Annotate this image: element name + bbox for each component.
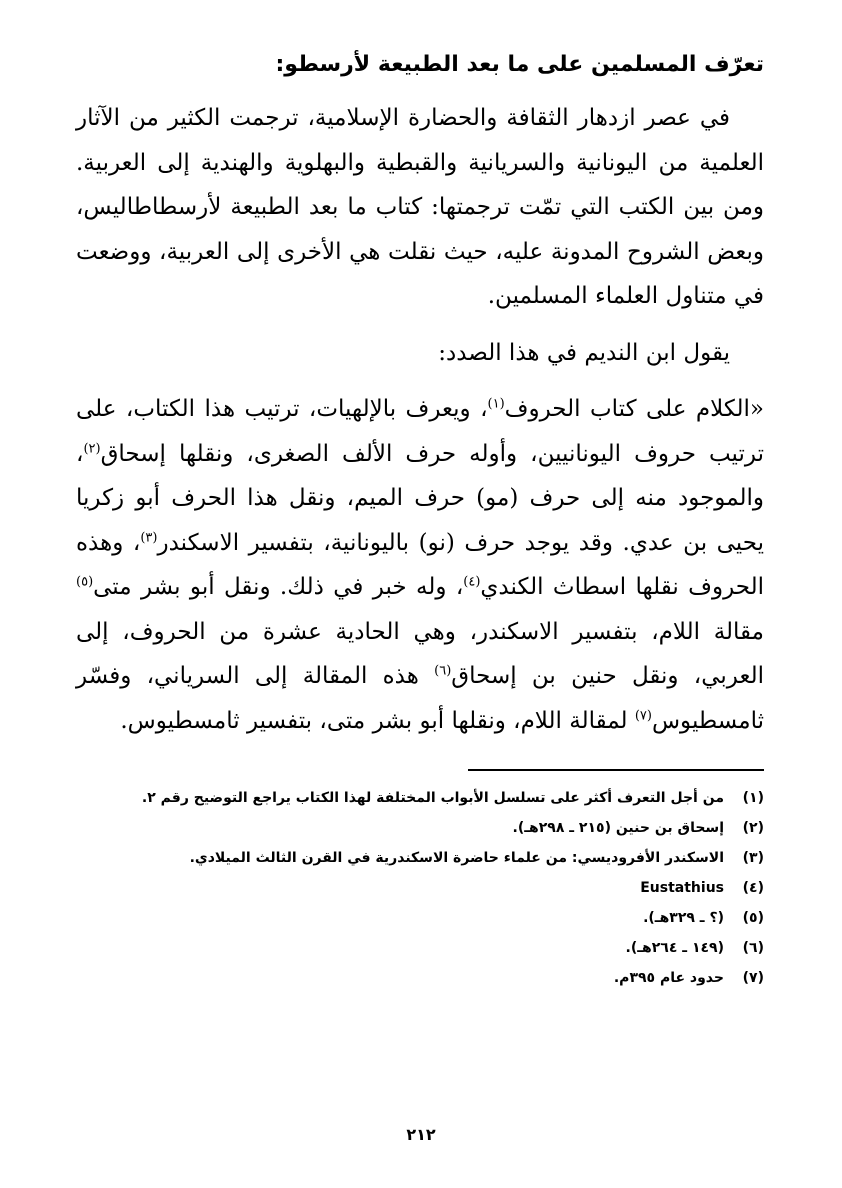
footnote-ref-3[interactable]: (٣)	[140, 529, 158, 545]
footnote-item	[76, 813, 764, 843]
footnote-item	[76, 843, 764, 873]
quote-intro-paragraph: يقول ابن النديم في هذا الصدد:	[438, 339, 730, 366]
footnote-number: (٣)	[742, 850, 764, 866]
footnote-ref-1[interactable]: (١)	[487, 396, 505, 412]
intro-paragraph: في عصر ازدهار الثقافة والحضارة الإسلامية، ترجمت الكثير من الآثار العلمية من اليونانية والسريانية والقبطية والبهلوية والهندية إلى العربية. ومن بين الكتب التي تمّت ترجمتها: كتاب ما بعد الطبيعة لأرسطاطاليس، وبعض الشروح المدونة عليه، حيث نقلت هي الأخرى إلى العربية، ووضعت في متناول العلماء المسلمين.	[76, 105, 764, 309]
quote-text-1: «الكلام على كتاب الحروف	[504, 396, 765, 422]
footnote-text: من أجل التعرف أكثر على تسلسل الأبواب المختلفة لهذا الكتاب يراجع التوضيح رقم ٢.	[141, 790, 724, 806]
footnote-number: (١)	[742, 790, 764, 806]
footnote-item	[76, 873, 764, 903]
quote-text-3: ، والموجود منه إلى حرف (مو) حرف الميم، ونقل هذا الحرف أبو زكريا يحيى بن عدي. وقد يوجد حرف (نو) باليونانية، بتفسير الاسكندر	[76, 440, 764, 556]
footnote-item	[76, 903, 764, 933]
page-number: ٢١٢	[406, 1125, 436, 1144]
quote-text-6: مقالة اللام، بتفسير الاسكندر، وهي الحادية عشرة من الحروف، إلى العربي، ونقل حنين بن إسحاق	[76, 618, 764, 689]
footnote-text: (؟ ـ ٣٢٩هـ).	[643, 910, 724, 926]
quote-text-2: ، ويعرف بالإلهيات، ترتيب هذا الكتاب، على ترتيب حروف اليونانيين، وأوله حرف الألف الصغرى، ونقلها إسحاق	[76, 396, 764, 467]
footnote-ref-2[interactable]: (٢)	[83, 440, 101, 456]
quoted-passage	[76, 387, 764, 743]
footnote-divider	[468, 769, 764, 771]
footnote-item	[76, 933, 764, 963]
footnote-ref-5[interactable]: (٥)	[76, 574, 94, 590]
footnote-number: (٦)	[742, 940, 764, 956]
quote-text-5: ، وله خبر في ذلك. ونقل أبو بشر متى	[93, 574, 464, 600]
footnote-item	[76, 783, 764, 813]
footnotes-list	[76, 783, 764, 993]
footnote-text: الاسكندر الأفروديسي: من علماء حاضرة الاسكندرية في القرن الثالث الميلادي.	[189, 850, 724, 866]
quote-text-8: لمقالة اللام، ونقلها أبو بشر متى، بتفسير ثامسطيوس.	[120, 707, 635, 734]
footnote-text: Eustathius	[640, 880, 724, 896]
footnote-number: (٥)	[742, 910, 764, 926]
footnote-text: حدود عام ٣٩٥م.	[613, 970, 724, 986]
footnote-ref-7[interactable]: (٧)	[634, 707, 652, 723]
footnote-ref-6[interactable]: (٦)	[434, 663, 452, 679]
footnote-text: إسحاق بن حنين (٢١٥ ـ ٢٩٨هـ).	[512, 820, 724, 836]
footnote-number: (٢)	[742, 820, 764, 836]
footnote-text: (١٤٩ ـ ٢٦٤هـ).	[625, 940, 724, 956]
footnote-item	[76, 963, 764, 993]
quote-text-4: ، وهذه الحروف نقلها اسطاث الكندي	[76, 529, 765, 600]
footnote-ref-4[interactable]: (٤)	[463, 574, 481, 590]
quote-text-7: هذه المقالة إلى السرياني، وفسّر ثامسطيوس	[76, 663, 764, 734]
footnote-number: (٤)	[742, 880, 764, 896]
footnote-number: (٧)	[742, 970, 764, 986]
book-page	[76, 48, 764, 1158]
section-heading: تعرّف المسلمين على ما بعد الطبيعة لأرسطو:	[275, 52, 764, 77]
